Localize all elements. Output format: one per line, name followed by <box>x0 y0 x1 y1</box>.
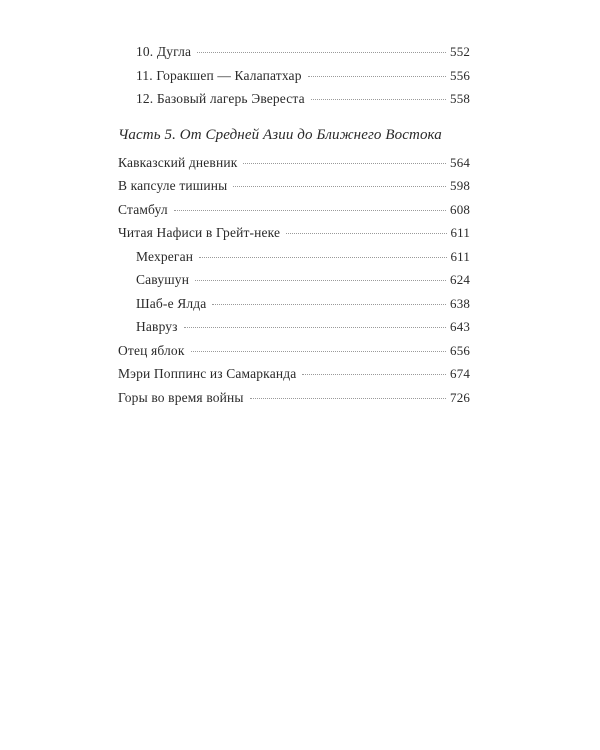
toc-entry-page: 624 <box>450 272 470 287</box>
toc-entry-page: 558 <box>450 91 470 106</box>
toc-entry-title: Шаб-е Ялда <box>136 295 207 311</box>
toc-entry[interactable] <box>118 366 470 390</box>
toc-entry[interactable] <box>118 296 470 320</box>
toc-entry-page: 598 <box>450 178 470 193</box>
toc-entry[interactable] <box>118 225 470 249</box>
toc-entry-title: Кавказский дневник <box>118 154 238 170</box>
toc-entry-title: Савушун <box>136 272 190 287</box>
toc-entry[interactable] <box>118 390 470 414</box>
toc-entry-page: 608 <box>450 201 470 217</box>
toc-entry-title: Читая Нафиси в Грейт-неке <box>118 225 281 240</box>
toc-entry-title: Навруз <box>136 319 178 334</box>
dot-leader <box>302 374 446 375</box>
toc-entry-title: Горы во время войны <box>118 389 244 405</box>
dot-leader <box>250 398 446 399</box>
toc-entry[interactable] <box>118 68 470 92</box>
toc-entry-page: 611 <box>450 225 470 240</box>
toc-entry-title: Мехреган <box>136 248 194 264</box>
toc-entry-page: 643 <box>450 319 470 334</box>
toc-entry-title: Мэри Поппинс из Самарканда <box>118 366 297 381</box>
dot-leader <box>233 186 446 187</box>
toc-entry[interactable] <box>118 155 470 179</box>
toc-entry[interactable] <box>118 202 470 226</box>
toc-entry[interactable] <box>118 272 470 296</box>
dot-leader <box>308 76 446 77</box>
toc-entry[interactable] <box>118 91 470 115</box>
part-heading[interactable] <box>118 127 470 153</box>
dot-leader <box>311 99 446 100</box>
dot-leader <box>191 351 447 352</box>
toc-entry-title: 10. Дугла <box>136 44 192 59</box>
toc-entry-title: 11. Горакшеп — Калапатхар <box>136 67 302 83</box>
toc-entry-page: 552 <box>450 44 470 59</box>
toc-entry-page: 564 <box>450 154 470 170</box>
dot-leader <box>195 280 446 281</box>
dot-leader <box>197 52 446 53</box>
dot-leader <box>212 304 446 305</box>
toc-entry[interactable] <box>118 249 470 273</box>
dot-leader <box>174 210 446 211</box>
toc-entry-title: Отец яблок <box>118 342 185 358</box>
table-of-contents <box>118 44 470 413</box>
toc-entry-page: 638 <box>450 295 470 311</box>
toc-entry-page: 611 <box>450 248 470 264</box>
dot-leader <box>286 233 446 234</box>
part-heading-text: Часть 5. От Средней Азии до Ближнего Востока <box>118 126 442 143</box>
toc-entry-title: Стамбул <box>118 201 168 217</box>
toc-entry-title: В капсуле тишины <box>118 178 228 193</box>
toc-entry-title: 12. Базовый лагерь Эвереста <box>136 91 305 106</box>
dot-leader <box>243 163 446 164</box>
toc-entry[interactable] <box>118 319 470 343</box>
dot-leader <box>199 257 446 258</box>
toc-entry[interactable] <box>118 343 470 367</box>
toc-entry[interactable] <box>118 44 470 68</box>
toc-entry[interactable] <box>118 178 470 202</box>
toc-entry-page: 556 <box>450 67 470 83</box>
dot-leader <box>184 327 446 328</box>
toc-entry-page: 726 <box>450 389 470 405</box>
toc-entry-page: 674 <box>450 366 470 381</box>
toc-entry-page: 656 <box>450 342 470 358</box>
